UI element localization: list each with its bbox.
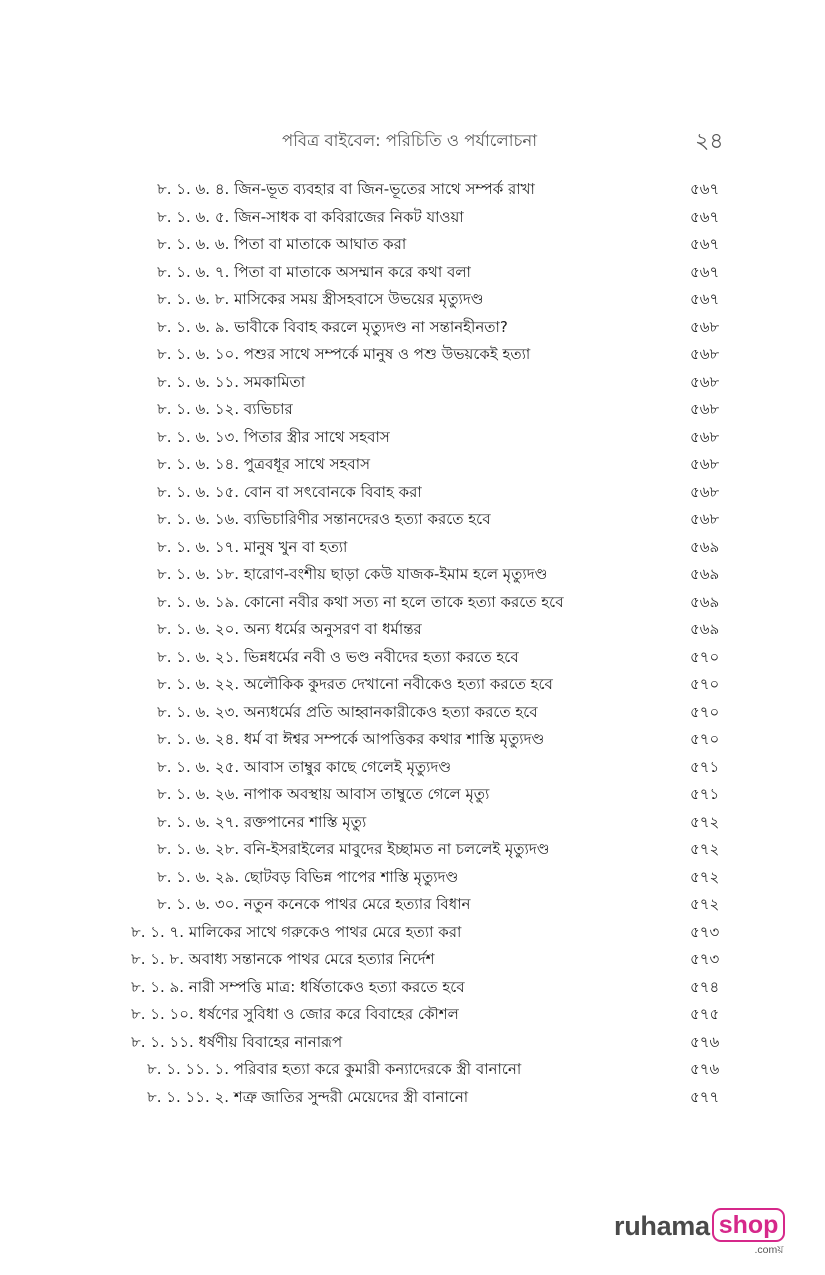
toc-entry xyxy=(0,726,825,754)
toc-entry-page: ৫৬৭ xyxy=(690,207,720,226)
brand-shop-badge xyxy=(712,1208,786,1260)
toc-entry xyxy=(0,1001,825,1029)
toc-entry xyxy=(0,919,825,947)
toc-entry xyxy=(0,754,825,782)
toc-entry-page: ৫৭০ xyxy=(690,647,720,666)
toc-entry-title: ৮. ১. ৬. ১৪. পুত্রবধূর সাথে সহবাস xyxy=(157,455,370,473)
toc-entry-title: ৮. ১. ৬. ২৩. অন্যধর্মের প্রতি আহ্বানকারীকেও হত্যা করতে হবে xyxy=(157,702,538,721)
toc-entry-page: ৫৭২ xyxy=(690,840,720,858)
toc-entry-page: ৫৬৮ xyxy=(690,455,720,473)
toc-entry xyxy=(0,286,825,314)
toc-entry xyxy=(0,946,825,974)
toc-entry-title: ৮. ১. ১১. ধর্ষণীয় বিবাহের নানারূপ xyxy=(131,1032,343,1051)
toc-entry xyxy=(0,561,825,589)
running-header-title: পবিত্র বাইবেল: পরিচিতি ও পর্যালোচনা xyxy=(282,131,538,150)
brand-name: ruhama xyxy=(614,1211,710,1241)
toc-entry-page: ৫৬৯ xyxy=(690,565,720,583)
toc-entry-title: ৮. ১. ৬. ২৪. ধর্ম বা ঈশ্বর সম্পর্কে আপত্তিকর কথার শাস্তি মৃত্যুদণ্ড xyxy=(157,730,545,748)
toc-entry-page: ৫৭৬ xyxy=(690,1060,720,1078)
toc-entry-page: ৫৬৭ xyxy=(690,290,720,308)
toc-entry xyxy=(0,644,825,672)
toc-entry xyxy=(0,259,825,287)
toc-entry-page: ৫৭০ xyxy=(690,730,720,748)
toc-entry xyxy=(0,424,825,452)
toc-entry-title: ৮. ১. ৭. মালিকের সাথে গরুকেও পাথর মেরে হত্যা করা xyxy=(131,922,462,941)
toc-entry xyxy=(0,534,825,562)
toc-entry-page: ৫৬৯ xyxy=(690,620,720,638)
toc-entry xyxy=(0,616,825,644)
toc-entry-page: ৫৭০ xyxy=(690,675,720,693)
toc-entry xyxy=(0,836,825,864)
brand-shop-label: shop xyxy=(712,1208,786,1242)
toc-entry-title: ৮. ১. ৬. ৬. পিতা বা মাতাকে আঘাত করা xyxy=(157,235,407,253)
toc-entry-title: ৮. ১. ৬. ১৭. মানুষ খুন বা হত্যা xyxy=(157,537,348,556)
toc-entry-title: ৮. ১. ৬. ২২. অলৌকিক কুদরত দেখানো নবীকেও হত্যা করতে হবে xyxy=(157,675,553,693)
toc-entry xyxy=(0,231,825,259)
toc-entry xyxy=(0,176,825,204)
toc-entry xyxy=(0,1056,825,1084)
toc-entry xyxy=(0,506,825,534)
toc-entry-title: ৮. ১. ৬. ১২. ব্যভিচার xyxy=(157,400,293,418)
toc-entry-page: ৫৬৮ xyxy=(690,482,720,501)
brand-domain: .comয় xyxy=(754,1244,784,1256)
toc-entry-page: ৫৭০ xyxy=(690,702,720,721)
toc-entry-title: ৮. ১. ৬. ১৫. বোন বা সৎবোনকে বিবাহ করা xyxy=(157,482,422,501)
toc-entry-page: ৫৭৪ xyxy=(690,977,720,996)
toc-entry xyxy=(0,699,825,727)
table-of-contents xyxy=(0,176,825,1111)
toc-entry-title: ৮. ১. ৬. ১১. সমকামিতা xyxy=(157,372,306,391)
toc-entry-title: ৮. ১. ৬. ৮. মাসিকের সময় স্ত্রীসহবাসে উভয়ের মৃত্যুদণ্ড xyxy=(157,290,484,308)
toc-entry-page: ৫৭২ xyxy=(690,812,720,831)
toc-entry-title: ৮. ১. ৬. ১৮. হারোণ-বংশীয় ছাড়া কেউ যাজক-ইমাম হলে মৃত্যুদণ্ড xyxy=(157,565,548,583)
toc-entry-page: ৫৭১ xyxy=(690,785,720,803)
toc-entry-title: ৮. ১. ৬. ২৯. ছোটবড় বিভিন্ন পাপের শাস্তি মৃত্যুদণ্ড xyxy=(157,867,459,886)
toc-entry-page: ৫৬৯ xyxy=(690,537,720,556)
toc-entry xyxy=(0,974,825,1002)
toc-entry-title: ৮. ১. ৬. ২৭. রক্তপানের শাস্তি মৃত্যু xyxy=(157,812,367,831)
toc-entry-title: ৮. ১. ৬. ৫. জিন-সাধক বা কবিরাজের নিকট যাওয়া xyxy=(157,207,464,226)
toc-entry-page: ৫৭৬ xyxy=(690,1032,720,1051)
toc-entry-page: ৫৭৩ xyxy=(690,922,720,941)
toc-entry xyxy=(0,369,825,397)
toc-entry xyxy=(0,864,825,892)
toc-entry-page: ৫৬৭ xyxy=(690,235,720,253)
toc-entry-title: ৮. ১. ৬. ১৯. কোনো নবীর কথা সত্য না হলে তাকে হত্যা করতে হবে xyxy=(157,592,564,611)
toc-entry xyxy=(0,314,825,342)
toc-entry-page: ৫৬৭ xyxy=(690,262,720,281)
page-header xyxy=(0,122,825,158)
toc-entry-title: ৮. ১. ৬. ২৬. নাপাক অবস্থায় আবাস তাম্বুতে গেলে মৃত্যু xyxy=(157,785,490,803)
toc-entry-page: ৫৬৯ xyxy=(690,592,720,611)
toc-entry-title: ৮. ১. ১১. ১. পরিবার হত্যা করে কুমারী কন্যাদেরকে স্ত্রী বানানো xyxy=(147,1060,522,1078)
toc-entry-page: ৫৬৮ xyxy=(690,400,720,418)
toc-entry xyxy=(0,891,825,919)
toc-entry xyxy=(0,671,825,699)
toc-entry xyxy=(0,809,825,837)
toc-entry xyxy=(0,451,825,479)
toc-entry-title: ৮. ১. ১১. ২. শত্রু জাতির সুন্দরী মেয়েদের স্ত্রী বানানো xyxy=(147,1087,469,1106)
toc-entry-title: ৮. ১. ৬. ২০. অন্য ধর্মের অনুসরণ বা ধর্মান্তর xyxy=(157,620,422,638)
toc-entry-title: ৮. ১. ৬. ২৫. আবাস তাম্বুর কাছে গেলেই মৃত্যুদণ্ড xyxy=(157,757,452,776)
toc-entry-title: ৮. ১. ৬. ১০. পশুর সাথে সম্পর্কে মানুষ ও পশু উভয়কেই হত্যা xyxy=(157,345,531,363)
toc-entry-page: ৫৭১ xyxy=(690,757,720,776)
toc-entry xyxy=(0,396,825,424)
toc-entry-title: ৮. ১. ৬. ৭. পিতা বা মাতাকে অসম্মান করে কথা বলা xyxy=(157,262,471,281)
toc-entry xyxy=(0,341,825,369)
toc-entry-page: ৫৭৩ xyxy=(690,950,720,968)
toc-entry-page: ৫৭৭ xyxy=(690,1087,720,1106)
toc-entry xyxy=(0,589,825,617)
toc-entry-title: ৮. ১. ৬. ২৮. বনি-ইসরাইলের মাবুদের ইচ্ছামত না চললেই মৃত্যুদণ্ড xyxy=(157,840,550,858)
toc-entry xyxy=(0,1029,825,1057)
toc-entry-page: ৫৬৮ xyxy=(690,510,720,528)
toc-entry-title: ৮. ১. ৬. ৩০. নতুন কনেকে পাথর মেরে হত্যার বিধান xyxy=(157,895,471,913)
toc-entry-title: ৮. ১. ৮. অবাধ্য সন্তানকে পাথর মেরে হত্যার নির্দেশ xyxy=(131,950,435,968)
toc-entry xyxy=(0,479,825,507)
toc-entry-title: ৮. ১. ৬. ১৬. ব্যভিচারিণীর সন্তানদেরও হত্যা করতে হবে xyxy=(157,510,491,528)
toc-entry-title: ৮. ১. ১০. ধর্ষণের সুবিধা ও জোর করে বিবাহের কৌশল xyxy=(131,1005,459,1023)
toc-entry-title: ৮. ১. ৯. নারী সম্পত্তি মাত্র: ধর্ষিতাকেও হত্যা করতে হবে xyxy=(131,977,465,996)
brand-logo xyxy=(614,1208,785,1256)
toc-entry-title: ৮. ১. ৬. ১৩. পিতার স্ত্রীর সাথে সহবাস xyxy=(157,427,390,446)
toc-entry-title: ৮. ১. ৬. ২১. ভিন্নধর্মের নবী ও ভণ্ড নবীদের হত্যা করতে হবে xyxy=(157,647,519,666)
toc-entry-page: ৫৬৮ xyxy=(690,427,720,446)
page-number: ২৪ xyxy=(695,129,724,154)
toc-entry-page: ৫৬৮ xyxy=(690,317,720,336)
toc-entry xyxy=(0,781,825,809)
toc-entry xyxy=(0,1084,825,1112)
toc-entry-page: ৫৬৭ xyxy=(690,180,720,198)
toc-entry-title: ৮. ১. ৬. ৯. ভাবীকে বিবাহ করলে মৃত্যুদণ্ড না সন্তানহীনতা? xyxy=(157,317,508,336)
toc-entry-title: ৮. ১. ৬. ৪. জিন-ভূত ব্যবহার বা জিন-ভূতের সাথে সম্পর্ক রাখা xyxy=(157,180,535,198)
toc-entry-page: ৫৭২ xyxy=(690,867,720,886)
toc-entry-page: ৫৬৮ xyxy=(690,345,720,363)
toc-entry-page: ৫৬৮ xyxy=(690,372,720,391)
toc-entry-page: ৫৭৫ xyxy=(690,1005,720,1023)
toc-entry-page: ৫৭২ xyxy=(690,895,720,913)
toc-entry xyxy=(0,204,825,232)
